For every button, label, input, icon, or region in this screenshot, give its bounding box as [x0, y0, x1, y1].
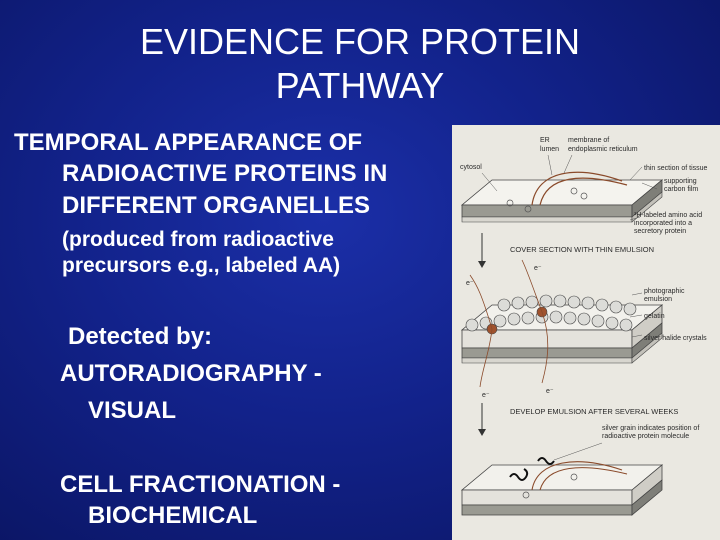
silver-grain-2	[538, 458, 554, 464]
note-line-2: precursors e.g., labeled AA)	[62, 254, 341, 277]
title-line-1: EVIDENCE FOR PROTEIN	[139, 21, 581, 62]
electron-label-3: e⁻	[482, 392, 490, 399]
label-gelatin: gelatin	[644, 313, 665, 320]
method-cell-fractionation: CELL FRACTIONATION -	[60, 471, 341, 498]
autoradiography-figure	[452, 125, 720, 540]
label-secretory-protein: secretory protein	[634, 228, 687, 235]
title-line-2: PATHWAY	[275, 65, 445, 106]
electron-label-1: e⁻	[466, 280, 474, 287]
heading-line-2: RADIOACTIVE PROTEINS IN	[62, 160, 388, 187]
label-cytosol: cytosol	[460, 164, 482, 171]
detected-by-label: Detected by:	[68, 323, 213, 350]
label-incorporated: incorporated into a	[634, 220, 692, 227]
developed-block	[462, 465, 662, 515]
method-cell-fractionation-type: BIOCHEMICAL	[88, 502, 258, 529]
method-autoradiography-type: VISUAL	[88, 397, 177, 424]
note-line-1: (produced from radioactive	[62, 228, 334, 251]
label-er-lumen: lumen	[540, 146, 560, 153]
label-amino-acid: ³H-labeled amino acid	[634, 212, 703, 219]
label-silver-grain: silver grain indicates position of	[602, 425, 700, 432]
label-supporting: supporting	[664, 178, 697, 185]
method-autoradiography: AUTORADIOGRAPHY -	[60, 360, 322, 387]
label-emulsion: emulsion	[644, 296, 673, 303]
heading-line-3: DIFFERENT ORGANELLES	[62, 192, 371, 219]
electron-label-2: e⁻	[534, 265, 542, 272]
label-carbon-film: carbon film	[664, 186, 699, 193]
tissue-section-block	[462, 180, 662, 222]
label-er: ER	[540, 137, 550, 144]
label-thin-section: thin section of tissue	[644, 165, 708, 172]
label-silver-halide: silver halide crystals	[644, 335, 707, 342]
slide-title	[0, 20, 720, 108]
heading-line-1: TEMPORAL APPEARANCE OF	[14, 129, 363, 156]
autoradiography-diagram	[452, 125, 720, 540]
step1-caption: COVER SECTION WITH THIN EMULSION	[510, 245, 655, 254]
label-membrane-er: endoplasmic reticulum	[568, 146, 638, 153]
electron-label-4: e⁻	[546, 388, 554, 395]
label-photographic: photographic	[644, 288, 685, 295]
step2-caption: DEVELOP EMULSION AFTER SEVERAL WEEKS	[510, 407, 679, 416]
label-membrane: membrane of	[568, 137, 610, 144]
label-radioactive-protein: radioactive protein molecule	[602, 433, 690, 440]
